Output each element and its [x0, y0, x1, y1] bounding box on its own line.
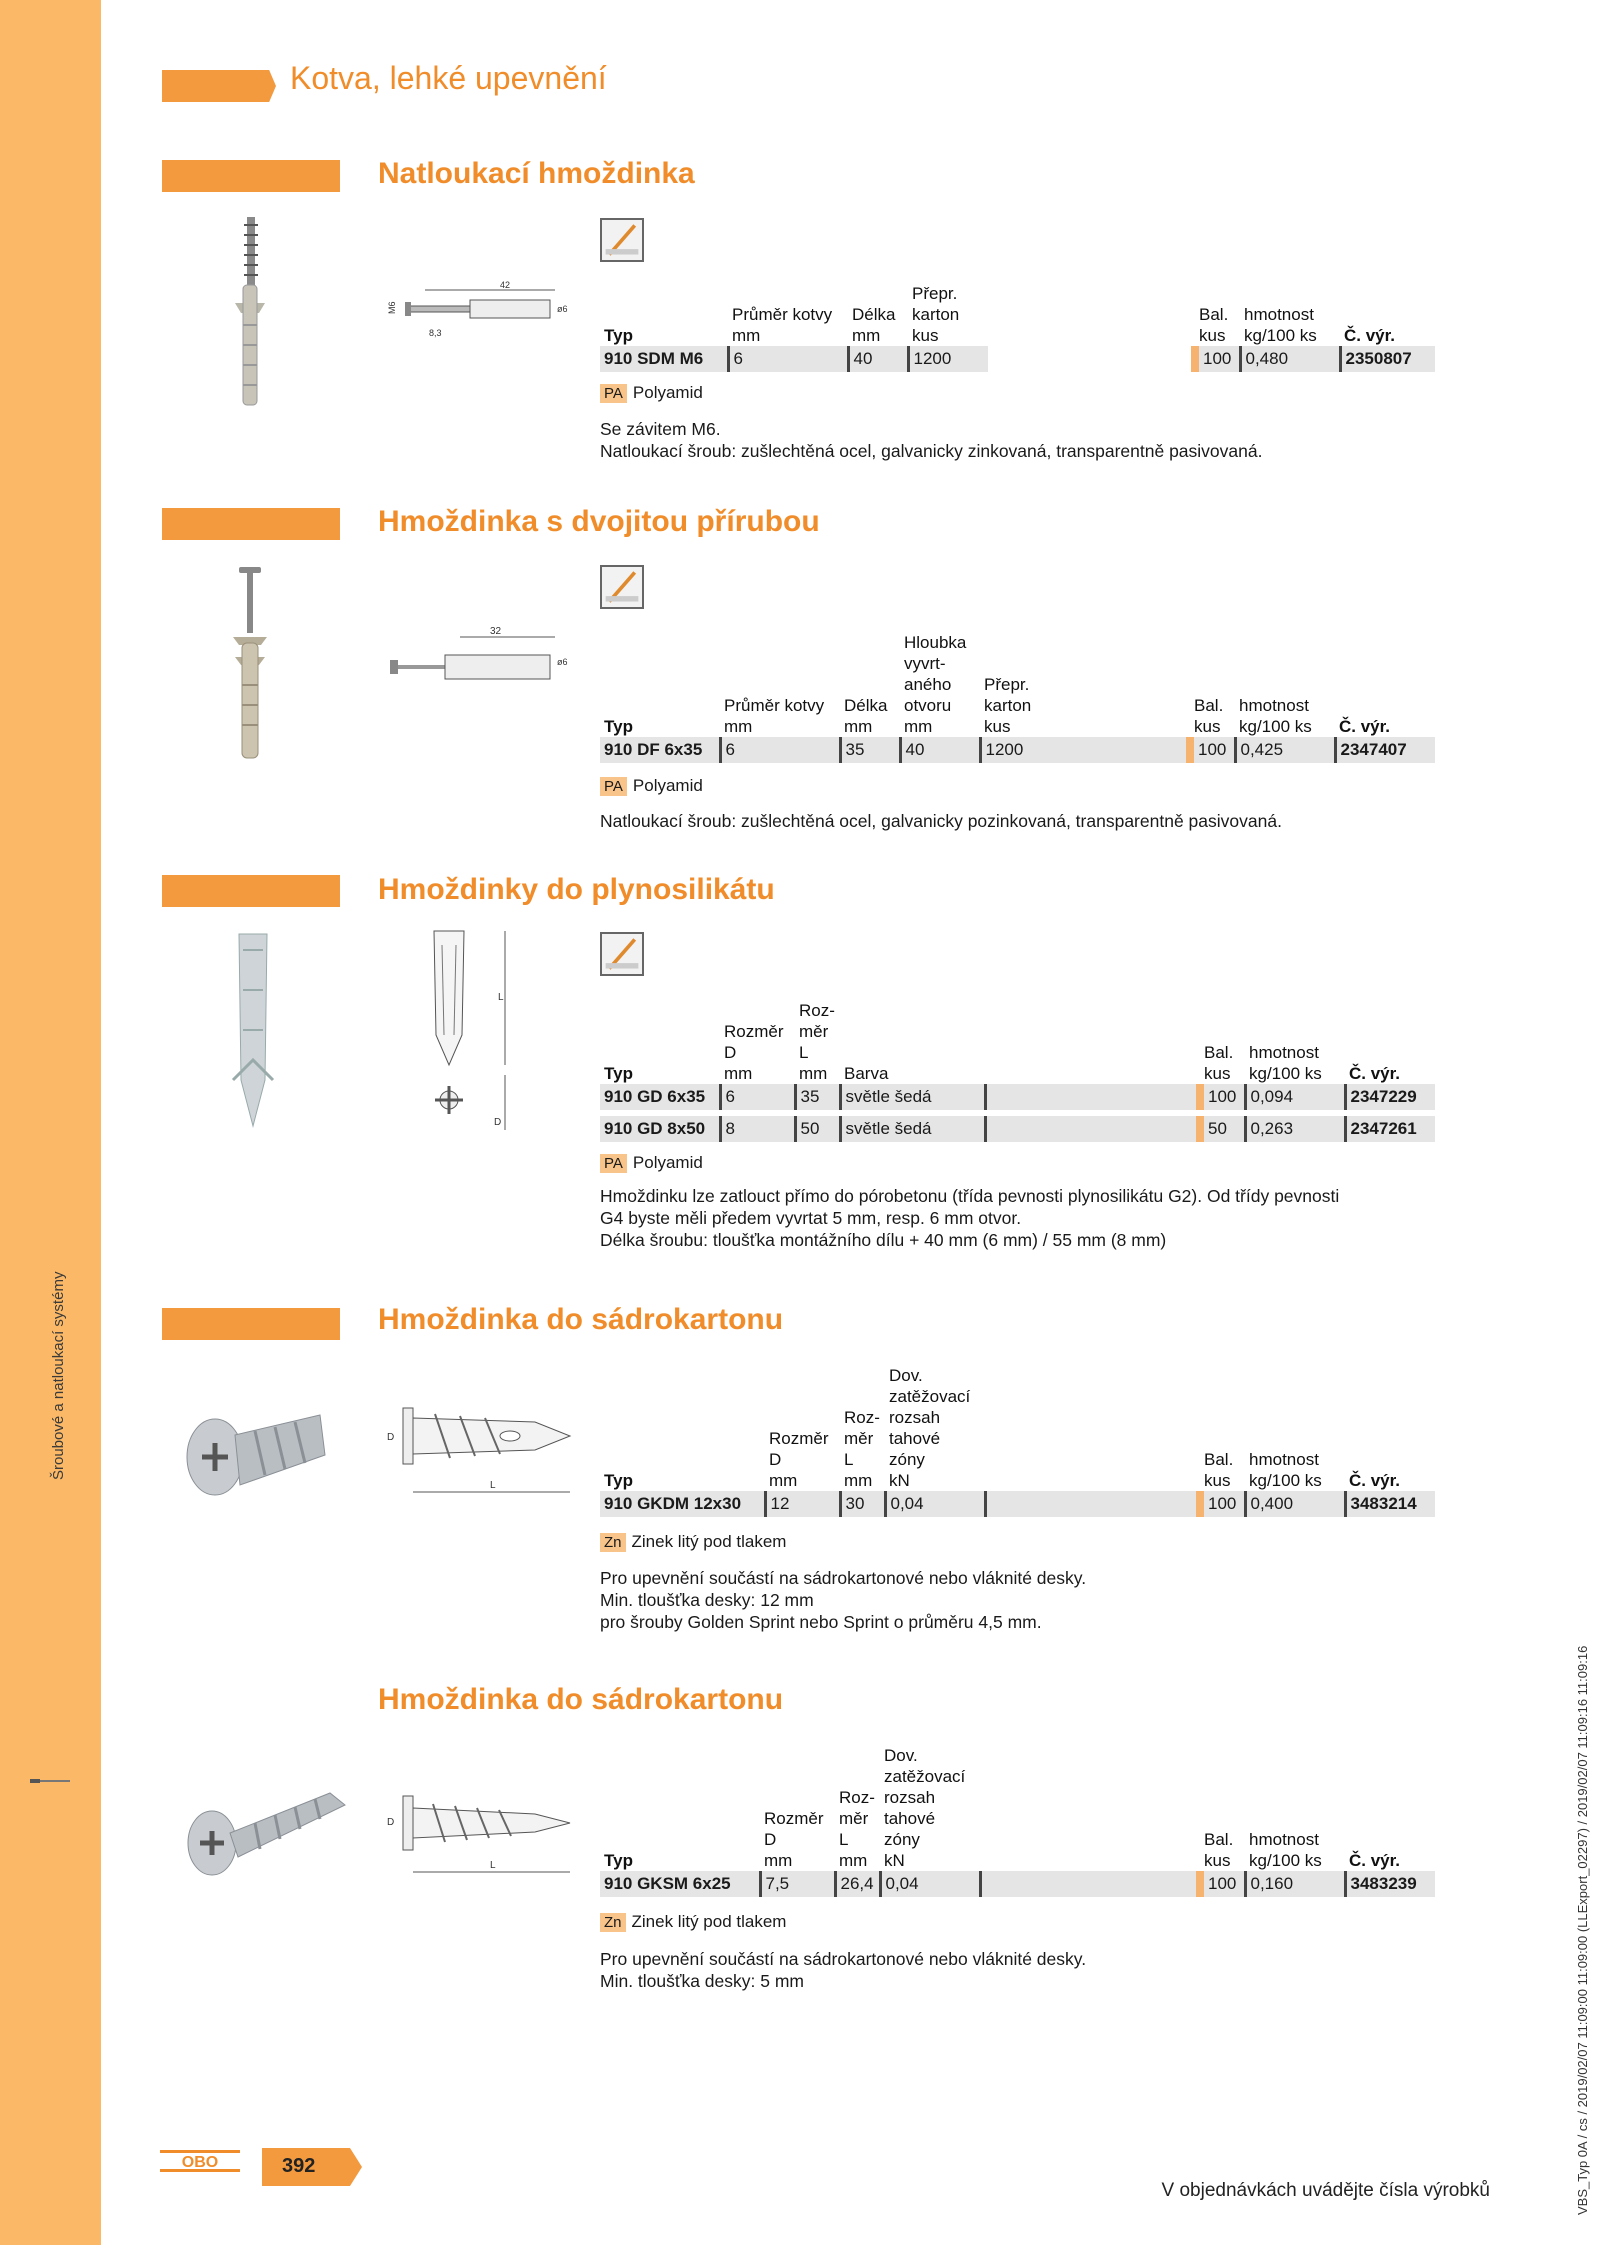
technical-drawing	[385, 280, 570, 340]
dimension-label: L	[490, 1860, 496, 1871]
col-header: Bal. kus	[1204, 1043, 1234, 1083]
description-line: Se závitem M6.	[600, 419, 721, 439]
cell: 100	[1195, 346, 1240, 372]
cell: 2347261	[1345, 1116, 1435, 1142]
cell: 2347407	[1335, 737, 1435, 763]
cell: 0,400	[1245, 1491, 1345, 1517]
section-title: Natloukací hmoždinka	[378, 157, 695, 190]
col-header: Bal. kus	[1199, 305, 1229, 345]
technical-drawing	[385, 625, 568, 685]
technical-drawing	[385, 1400, 575, 1505]
table-row	[600, 1491, 1435, 1517]
material-name: Zinek litý pod tlakem	[631, 1912, 787, 1931]
spec-table	[600, 1000, 1435, 1142]
section-bar	[162, 508, 340, 540]
dimension-label: L	[490, 1480, 496, 1491]
material-code: PA	[600, 1154, 627, 1173]
col-header	[980, 1745, 1200, 1871]
cell: 0,04	[880, 1871, 980, 1897]
cell	[985, 1084, 1200, 1110]
cell: 2347229	[1345, 1084, 1435, 1110]
table-row	[600, 1116, 1435, 1142]
obo-logo	[160, 2150, 240, 2172]
cell: 6	[728, 346, 848, 372]
cell	[985, 1116, 1200, 1142]
fire-rating-icon	[600, 565, 644, 609]
section-title: Hmoždinka do sádrokartonu	[378, 1683, 784, 1716]
drywall-anchor-photo	[180, 1775, 350, 1885]
col-header	[985, 1365, 1200, 1491]
cell: 8	[720, 1116, 795, 1142]
table-row	[600, 1084, 1435, 1110]
col-header: Dov. zatěžovací rozsah tahové zóny kN	[884, 1746, 966, 1870]
cell	[980, 1871, 1200, 1897]
col-header: Roz- měr L mm	[844, 1408, 880, 1490]
cell: 100	[1190, 737, 1235, 763]
material-line	[600, 1153, 703, 1173]
page-number: 392	[282, 2155, 316, 2177]
dimension-label: D	[494, 1117, 502, 1128]
table-row	[600, 346, 1435, 372]
cell: 0,425	[1235, 737, 1335, 763]
cell: 100	[1200, 1871, 1245, 1897]
col-header: Typ	[604, 1064, 633, 1083]
section-title: Hmoždinky do plynosilikátu	[378, 873, 775, 906]
col-header: Č. výr.	[1349, 1471, 1401, 1490]
cell: 910 GKDM 12x30	[600, 1491, 765, 1517]
col-header: Průměr kotvy mm	[724, 696, 825, 736]
material-code: Zn	[600, 1533, 626, 1552]
material-line	[600, 1912, 786, 1932]
cell: 0,160	[1245, 1871, 1345, 1897]
col-header: Bal. kus	[1204, 1450, 1234, 1490]
cell: 12	[765, 1491, 840, 1517]
col-header: Č. výr.	[1349, 1851, 1401, 1870]
col-header: hmotnost kg/100 ks	[1244, 305, 1317, 345]
export-meta: VBS_Typ 0A / cs / 2019/02/07 11:09:00 11:09:00 (LLExport_02297) / 2019/02/07 11:09:16 11:09:16	[1575, 1645, 1590, 2215]
cell: 910 GD 8x50	[600, 1116, 720, 1142]
drywall-anchor-photo	[180, 1395, 330, 1505]
col-header: Typ	[604, 1851, 633, 1870]
dimension-label: D	[387, 1817, 395, 1828]
cell: 3483214	[1345, 1491, 1435, 1517]
dimension-label: 42	[500, 280, 511, 290]
cell: 1200	[980, 737, 1190, 763]
dimension-label: D	[387, 1432, 395, 1443]
cell: 2350807	[1340, 346, 1435, 372]
cell: 40	[900, 737, 980, 763]
cell	[988, 346, 1195, 372]
spec-table	[600, 1365, 1435, 1517]
col-header: Přepr. karton kus	[984, 675, 1032, 736]
col-header: Barva	[844, 1064, 889, 1083]
col-header: hmotnost kg/100 ks	[1249, 1043, 1322, 1083]
col-header: Hloubka vyvrt- aného otvoru mm	[904, 633, 967, 736]
description-line: Natloukací šroub: zušlechtěná ocel, galvanicky pozinkovaná, transparentně pasivovaná.	[600, 811, 1282, 831]
col-header: Typ	[604, 326, 633, 345]
col-header: hmotnost kg/100 ks	[1249, 1830, 1322, 1870]
dimension-label: ø6	[557, 657, 568, 667]
material-name: Polyamid	[632, 383, 703, 402]
description-line: Natloukací šroub: zušlechtěná ocel, galvanicky zinkovaná, transparentně pasivovaná.	[600, 441, 1263, 461]
description	[600, 1185, 1339, 1251]
cell: 0,263	[1245, 1116, 1345, 1142]
cell: světle šedá	[840, 1084, 985, 1110]
col-header: Typ	[604, 717, 633, 736]
table-row	[600, 737, 1435, 763]
cell: 0,04	[885, 1491, 985, 1517]
aerated-concrete-anchor-photo	[225, 930, 280, 1130]
cell: 0,094	[1245, 1084, 1345, 1110]
header-arrow	[162, 70, 276, 102]
col-header: Délka mm	[852, 305, 896, 345]
col-header: Přepr. karton kus	[912, 284, 960, 345]
cell: 3483239	[1345, 1871, 1435, 1897]
cell: 100	[1200, 1491, 1245, 1517]
cell: světle šedá	[840, 1116, 985, 1142]
technical-drawing	[385, 1790, 575, 1885]
description-line: G4 byste měli předem vyvrtat 5 mm, resp. 6 mm otvor.	[600, 1208, 1022, 1228]
section-title: Hmoždinka do sádrokartonu	[378, 1303, 784, 1336]
cell: 7,5	[760, 1871, 835, 1897]
description-line: Min. tloušťka desky: 5 mm	[600, 1971, 804, 1991]
page-title: Kotva, lehké upevnění	[290, 60, 607, 96]
logo-text: OBO	[181, 2154, 219, 2171]
description-line: Min. tloušťka desky: 12 mm	[600, 1590, 814, 1610]
cell: 6	[720, 1084, 795, 1110]
section-title: Hmoždinka s dvojitou přírubou	[378, 505, 820, 538]
description	[600, 810, 1282, 832]
col-header: Roz- měr L mm	[799, 1001, 835, 1083]
section-bar	[162, 1308, 340, 1340]
col-header: hmotnost kg/100 ks	[1249, 1450, 1322, 1490]
cell: 26,4	[835, 1871, 880, 1897]
material-line	[600, 776, 703, 796]
col-header: Č. výr.	[1339, 717, 1391, 736]
technical-drawing	[420, 925, 520, 1140]
col-header: hmotnost kg/100 ks	[1239, 696, 1312, 736]
col-header	[988, 283, 1195, 346]
material-name: Zinek litý pod tlakem	[631, 1532, 787, 1551]
spec-table	[600, 632, 1435, 763]
sidebar-label: Šroubové a natloukací systémy	[50, 1271, 67, 1480]
description	[600, 418, 1262, 462]
material-code: PA	[600, 777, 627, 796]
col-header: Dov. zatěžovací rozsah tahové zóny kN	[889, 1366, 971, 1490]
section-bar	[162, 160, 340, 192]
dimension-label: ø6	[557, 304, 568, 314]
description-line: Pro upevnění součástí na sádrokartonové nebo vláknité desky.	[600, 1949, 1087, 1969]
fire-rating-icon	[600, 932, 644, 976]
col-header: Č. výr.	[1344, 326, 1396, 345]
hammer-anchor-photo	[225, 215, 275, 415]
col-header: Délka mm	[844, 696, 888, 736]
col-header: Č. výr.	[1349, 1064, 1401, 1083]
cell: 30	[840, 1491, 885, 1517]
col-header: Rozměr D mm	[724, 1022, 784, 1083]
cell: 910 DF 6x35	[600, 737, 720, 763]
cell: 40	[848, 346, 908, 372]
cell: 910 SDM M6	[600, 346, 728, 372]
col-header: Bal. kus	[1204, 1830, 1234, 1870]
col-header: Průměr kotvy mm	[732, 305, 833, 345]
col-header: Typ	[604, 1471, 633, 1490]
dimension-label: M6	[387, 301, 397, 314]
cell: 0,480	[1240, 346, 1340, 372]
dimension-label: L	[498, 992, 504, 1003]
screw-icon	[30, 1778, 70, 1784]
cell: 6	[720, 737, 840, 763]
material-name: Polyamid	[632, 776, 703, 795]
description-line: pro šrouby Golden Sprint nebo Sprint o průměru 4,5 mm.	[600, 1612, 1042, 1632]
double-flange-anchor-photo	[225, 565, 275, 765]
dimension-label: 8,3	[429, 328, 442, 338]
section-bar	[162, 875, 340, 907]
cell: 910 GKSM 6x25	[600, 1871, 760, 1897]
spec-table	[600, 1745, 1435, 1897]
material-code: Zn	[600, 1913, 626, 1932]
cell	[985, 1491, 1200, 1517]
footer-note: V objednávkách uvádějte čísla výrobků	[1161, 2180, 1490, 2201]
table-row	[600, 1871, 1435, 1897]
cell: 35	[795, 1084, 840, 1110]
spec-table	[600, 283, 1435, 372]
col-header: Rozměr D mm	[769, 1429, 829, 1490]
cell: 50	[795, 1116, 840, 1142]
dimension-label: 32	[490, 626, 502, 637]
cell: 50	[1200, 1116, 1245, 1142]
description-line: Hmoždinku lze zatlouct přímo do pórobetonu (třída pevnosti plynosilikátu G2). Od třídy pevnosti	[600, 1186, 1340, 1206]
col-header: Rozměr D mm	[764, 1809, 824, 1870]
description	[600, 1948, 1086, 1992]
col-header: Bal. kus	[1194, 696, 1224, 736]
description-line: Délka šroubu: tloušťka montážního dílu + 40 mm (6 mm) / 55 mm (8 mm)	[600, 1230, 1167, 1250]
description-line: Pro upevnění součástí na sádrokartonové nebo vláknité desky.	[600, 1568, 1087, 1588]
material-line	[600, 1532, 786, 1552]
fire-rating-icon	[600, 218, 644, 262]
cell: 35	[840, 737, 900, 763]
description	[600, 1567, 1086, 1633]
material-line	[600, 383, 703, 403]
sidebar	[0, 0, 101, 2245]
material-code: PA	[600, 384, 627, 403]
material-name: Polyamid	[632, 1153, 703, 1172]
col-header: Roz- měr L mm	[839, 1788, 875, 1870]
cell: 910 GD 6x35	[600, 1084, 720, 1110]
col-header	[985, 1000, 1200, 1084]
cell: 1200	[908, 346, 988, 372]
cell: 100	[1200, 1084, 1245, 1110]
